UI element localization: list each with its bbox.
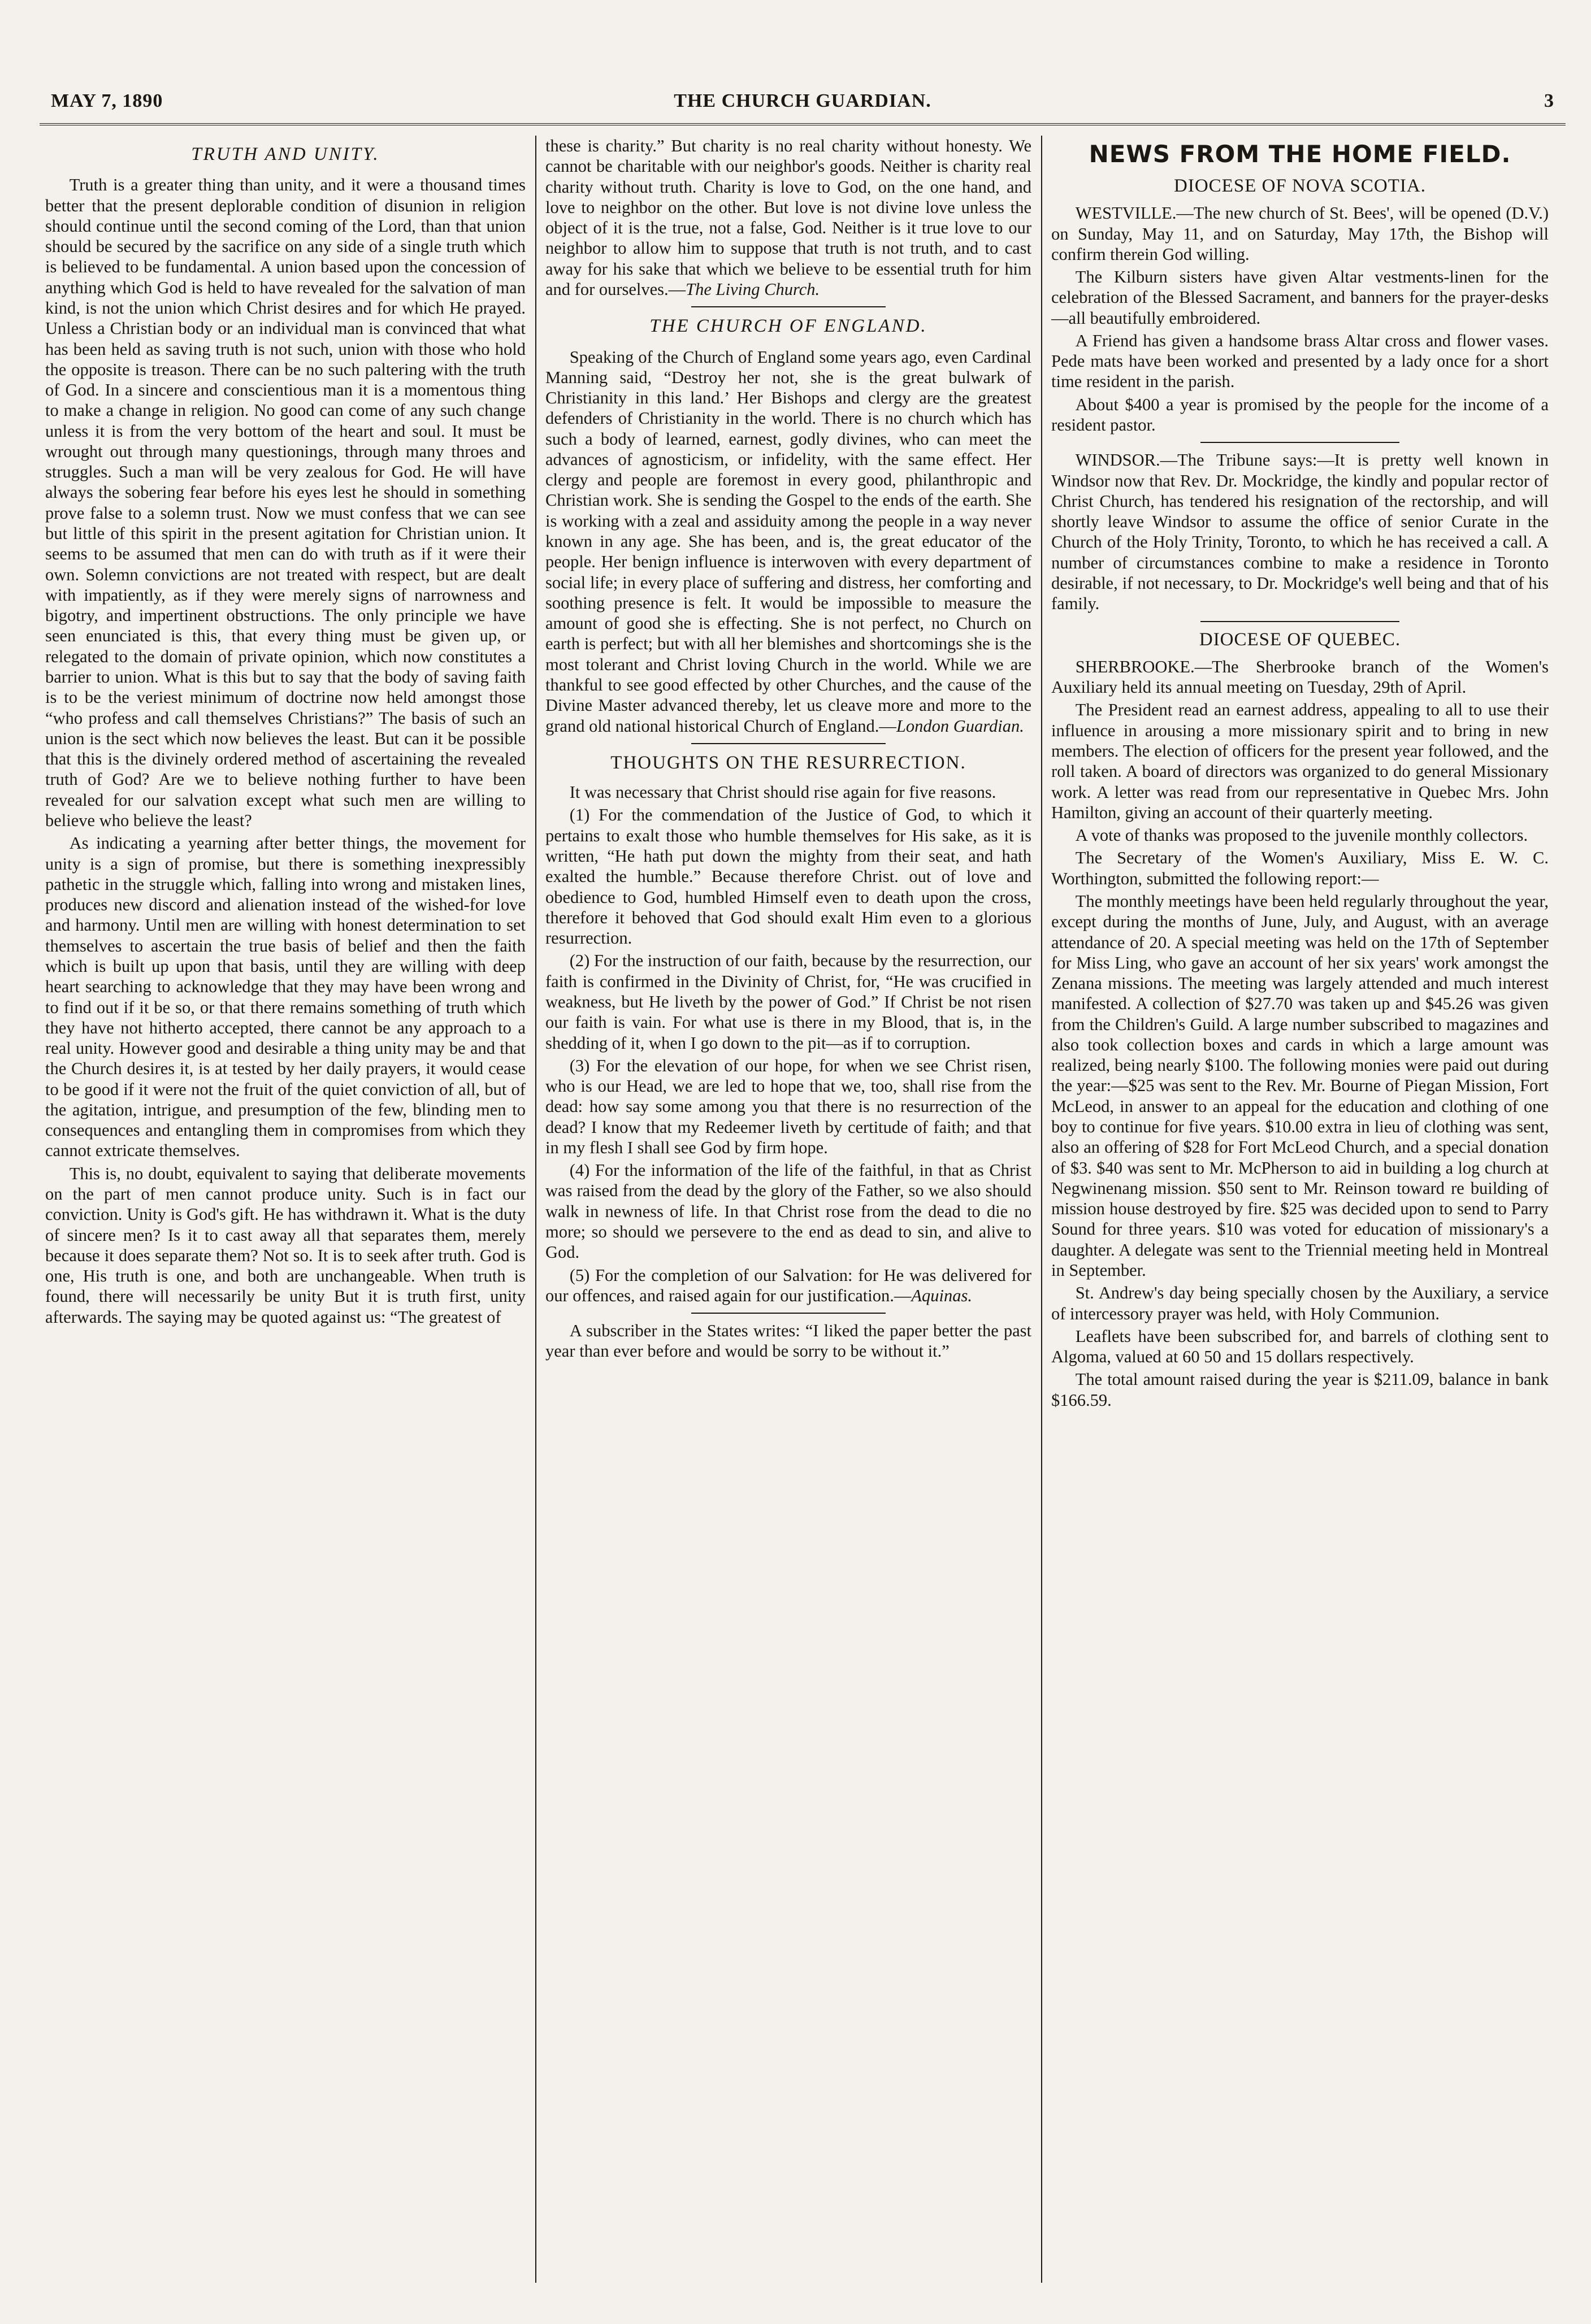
newspaper-title: THE CHURCH GUARDIAN. [674,90,931,111]
news-paragraph: The President read an earnest address, appealing to all to use their influence in arousing a more missionary spirit and to bring in new members. The election of officers for the present year followed, and the roll taken. A board of directors was organized to do general Missionary work. A letter was read from our representative in Quebec Mrs. John Hamilton, giving an account of their quarterly meeting. [1051,700,1549,822]
news-paragraph: A Friend has given a handsome brass Altar cross and flower vases. Pede mats have been worked and presented by a lady once for a short time resident in the parish. [1051,331,1549,392]
section-rule [691,306,886,307]
newspaper-page [40,62,1566,2300]
issue-date: MAY 7, 1890 [51,90,163,111]
masthead [40,62,1566,130]
article-paragraph: A subscriber in the States writes: “I liked the paper better the past year than ever before and would be sorry to be without it.” [545,1321,1031,1361]
article-heading: TRUTH AND UNITY. [191,144,380,164]
news-paragraph: About $400 a year is promised by the people for the income of a resident pastor. [1051,394,1549,435]
column-divider [535,136,536,2283]
source-attribution: London Guardian. [896,716,1024,736]
news-paragraph: The monthly meetings have been held regularly throughout the year, except during the months of June, July, and August, with an average attendance of 20. A special meeting was held on the 17th of September for Miss Ling, who gave an account of her six years' work amongst the Zenana missions. The meeting was largely attended and much interest manifested. A collection of $27.70 was taken up and $45.26 was given from the Children's Guild. A large number subscribed to magazines and also took collection boxes and cards in which a large amount was realized, being nearly $100. The following monies were paid out during the year:—$25 was sent to the Rev. Mr. Bourne of Piegan Mission, Fort McLeod, in answer to an appeal for the education and clothing of one boy to continue for five years. $10.00 extra in lieu of clothing was sent, also an offering of $28 for Fort McLeod Church, and a special donation of $3. $40 was sent to Mr. McPherson to aid in building a log church at Negwinenang mission. $50 sent to Mr. Reinson toward re building of mission house destroyed by fire. $25 was decided upon to send to Parry Sound for three years. $10 was voted for education of missionary's a daughter. A delegate was sent to the Triennial meeting held in Montreal in September. [1051,891,1549,1280]
news-paragraph: WINDSOR.—The Tribune says:—It is pretty well known in Windsor now that Rev. Dr. Mockridge, the kindly and popular rector of Christ Church, has tendered his resignation of the rectorship, and will shortly leave Windsor to assume the office of senior Curate in the Church of the Holy Trinity, Toronto, to which he has received a call. A number of circumstances combine to make a residence in Toronto desirable, if not necessary, to Dr. Mockridge's well being and that of his family. [1051,450,1549,614]
news-paragraph: WESTVILLE.—The new church of St. Bees', will be opened (D.V.) on Sunday, May 11, and on Saturday, May 17th, the Bishop will confirm therein God willing. [1051,203,1549,264]
article-paragraph [545,136,1031,299]
section-heading: NEWS FROM THE HOME FIELD. [1089,140,1511,168]
article-paragraph: (1) For the commendation of the Justice of God, to which it pertains to exalt those who humble themselves for His sake, as it is written, “He hath put down the mighty from their seat, and hath exalted the humble.” Because therefore Christ. out of love and obedience to God, humbled Himself even to death upon the cross, therefore it behoved that God should exalt Him even to a glorious resurrection. [545,805,1031,948]
column-1 [45,136,526,2294]
article-paragraph: (2) For the instruction of our faith, because by the resurrection, our faith is confirmed in the Divinity of Christ, for, “He was crucified in weakness, but He liveth by the power of God.” If Christ be not risen our faith is vain. For what use is there in my Blood, that is, in the shedding of it, when I go down to the pit—as if to corruption. [545,951,1031,1053]
news-paragraph: Leaflets have been subscribed for, and barrels of clothing sent to Algoma, valued at 60 50 and 15 dollars respectively. [1051,1326,1549,1367]
article-heading: THE CHURCH OF ENGLAND. [649,316,927,337]
article-paragraph: This is, no doubt, equivalent to saying that deliberate movements on the part of men cannot produce unity. Such is in fact our conviction. Unity is God's gift. He has withdrawn it. What is the duty of sincere men? Is it to cast away all that separates them, merely because it does separate them? Not so. It is to seek after truth. God is one, His truth is one, and both are unchangeable. When truth is found, there will necessarily be unity But it is truth first, unity afterwards. The saying may be quoted against us: “The greatest of [45,1163,526,1327]
source-attribution: Aquinas. [911,1285,972,1305]
paragraph-text: (5) For the completion of our Salvation: for He was delivered for our offences, and raised again for our justification.— [545,1265,1031,1305]
page-number: 3 [1544,90,1554,111]
article-paragraph: It was necessary that Christ should rise again for five reasons. [569,783,996,802]
article-paragraph: Truth is a greater thing than unity, and it were a thousand times better that the present deplorable condition of disunion in religion should continue until the second coming of the Lord, than that union should be secured by the sacrifice on any side of a single truth which is believed to be fundamental. A union based upon the concession of anything which God is held to have revealed for the salvation of man kind, is not the union which Christ desires and for which He prayed. Unless a Christian body or an individual man is convinced that what has been held as saving truth is not such, union with those who hold the opposite is treason. There can be no such paltering with the truth of God. In a sincere and conscientious man it is a momentous thing to make a change in religion. No good can come of any such change unless it is from the very bottom of the heart and soul. It must be wrought out through many questionings, through many throes and struggles. Such a man will be very zealous for God. He will have always the sobering fear before his eyes lest he should in something prove false to a solemn trust. Now we must confess that we can see but little of this spirit in the present agitation for Christian union. It seems to be assumed that men can do with truth as if it were their own. Solemn convictions are not treated with respect, but are dealt with impatiently, as if they were merely signs of narrowness and bigotry, and impertinent obstructions. The only principle we have seen enunciated is this, that every thing must be given up, or relegated to the domain of private opinion, which now constitutes a barrier to union. What is this but to say that the body of saving faith is to be the veriest minimum of doctrine now held amongst those “who profess and call themselves Christians?” The basis of such an union is the sect which now believes the least. But can it be possible that this is the divinely ordered method of ascertaining the revealed truth of God? Are we to believe nothing further to have been revealed for our salvation except what such men are willing to believe who believe the least? [45,175,526,830]
section-rule [691,743,886,744]
article-paragraph: As indicating a yearning after better things, the movement for unity is a sign of promise, but there is something inexpressibly pathetic in the struggle which, falling into wrong and mistaken lines, produces new discord and alienation instead of the wished-for love and harmony. Until men are willing with honest determination to set themselves to ascertain the true basis of belief and then the faith which is built up upon that basis, until they are willing with deep heart searching to acknowledge that they may have been wrong and to find out if it be so, or that there remains something of truth which they have not hitherto accepted, there cannot be any approach to a real unity. However good and desirable a thing unity may be and that the Church desires it, is at tested by her daily prayers, it would cease to be good if it were not the fruit of the quiet conviction of all, but of the agitation, intrigue, and presumption of the few, blinding men to consequences and entangling them in compromises from which they cannot extricate themselves. [45,833,526,1161]
news-paragraph: St. Andrew's day being specially chosen by the Auxiliary, a service of intercessory prayer was held, with Holy Communion. [1051,1283,1549,1323]
article-paragraph [545,1265,1031,1306]
masthead-rule [40,123,1566,125]
diocese-heading: DIOCESE OF NOVA SCOTIA. [1174,175,1426,196]
article-heading: THOUGHTS ON THE RESURRECTION. [610,752,966,773]
article-paragraph: (3) For the elevation of our hope, for when we see Christ risen, who is our Head, we are led to hope that we, too, shall rise from the dead: how say some among you that there is no resurrection of the dead? I know that my Redeemer liveth by certitude of faith; and that in my flesh I shall see God by firm hope. [545,1055,1031,1157]
news-paragraph: The Kilburn sisters have given Altar vestments-linen for the celebration of the Blessed Sacrament, and banners for the prayer-desks—all beautifully embroidered. [1051,267,1549,328]
news-paragraph: A vote of thanks was proposed to the juvenile monthly collectors. [1075,826,1528,845]
source-attribution: The Living Church. [686,279,820,299]
section-rule [1200,442,1399,443]
column-3 [1051,136,1549,2294]
news-paragraph: SHERBROOKE.—The Sherbrooke branch of the Women's Auxiliary held its annual meeting on Tuesday, 29th of April. [1051,657,1549,697]
column-divider [1041,136,1042,2283]
news-paragraph: The total amount raised during the year is $211.09, balance in bank $166.59. [1051,1370,1549,1410]
paragraph-text: Speaking of the Church of England some years ago, even Cardinal Manning said, “Destroy her not, she is the great bulwark of Christianity in this land.’ Her Bishops and clergy are the greatest defenders of Christianity in the world. There is no church which has such a body of learned, earnest, godly divines, who can meet the advances of agnosticism, or infidelity, with the same effect. Her clergy and people are foremost in every good, philanthropic and Christian work. She is sending the Gospel to the ends of the earth. She is working with a zeal and assiduity among the people in a way never known in any age. She has been, and is, the great educator of the people. Her benign influence is interwoven with every department of social life; in every place of suffering and distress, her comforting and soothing presence is felt. It would be impossible to measure the amount of good she is effecting. She is not perfect, no Church on earth is perfect; but with all her blemishes and shortcomings she is the most tolerant and Christ loving Church in the world. While we are thankful to see good effected by other Churches, and the cause of the Divine Master advanced thereby, let us cleave more and more to the grand old national historical Church of England.— [545,347,1031,736]
article-paragraph [545,347,1031,736]
diocese-heading: DIOCESE OF QUEBEC. [1199,629,1401,650]
article-paragraph: (4) For the information of the life of the faithful, in that as Christ was raised from the dead by the glory of the Father, so we also should walk in newness of life. In that Christ rose from the dead to die no more; so should we persevere to the end as dead to sin, and alive to God. [545,1161,1031,1262]
news-paragraph: The Secretary of the Women's Auxiliary, Miss E. W. C. Worthington, submitted the following report:— [1051,848,1549,888]
section-rule [1200,621,1399,622]
section-rule [691,1313,886,1314]
paragraph-text: these is charity.” But charity is no real charity without honesty. We cannot be charitable with our neighbor's goods. Neither is charity real charity without truth. Charity is love to God, on the one hand, and love to neighbor on the other. But love is not divine love unless the object of it is the true, not a false, God. Neither is it true love to our neighbor to allow him to suppose that truth is not truth, and to cast away for his sake that which we believe to be essential truth for him and for ourselves.— [545,136,1031,299]
column-2 [545,136,1031,2294]
